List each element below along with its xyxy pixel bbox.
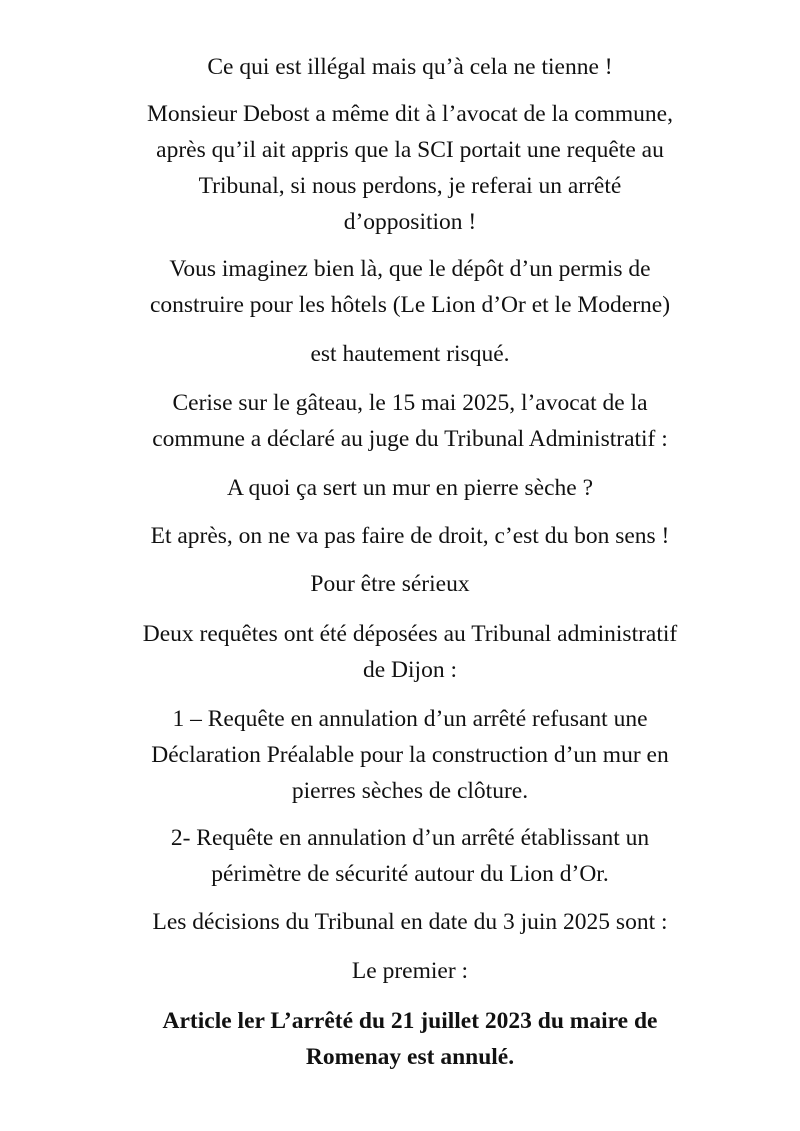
text-line: Ce qui est illégal mais qu’à cela ne tienne ! xyxy=(207,54,613,80)
paragraph-decisions xyxy=(100,904,720,940)
text-line: Cerise sur le gâteau, le 15 mai 2025, l’avocat de la xyxy=(172,390,648,416)
text-line: A quoi ça sert un mur en pierre sèche ? xyxy=(226,475,594,501)
text-line: construire pour les hôtels (Le Lion d’Or et le Moderne) xyxy=(149,292,671,318)
text-line: Le premier : xyxy=(351,958,469,984)
text-line: Article ler L’arrêté du 21 juillet 2023 du maire de xyxy=(162,1008,658,1034)
text-line: 2- Requête en annulation d’un arrêté établissant un xyxy=(170,825,650,851)
text-line: Tribunal, si nous perdons, je referai un arrêté xyxy=(198,173,622,199)
text-line: de Dijon : xyxy=(363,657,457,683)
paragraph-cerise xyxy=(100,385,720,457)
text-line: est hautement risqué. xyxy=(310,341,510,367)
text-line: Monsieur Debost a même dit à l’avocat de la commune, xyxy=(147,101,673,127)
text-line: Romenay est annulé. xyxy=(305,1044,515,1070)
paragraph-bon-sens xyxy=(100,518,720,554)
paragraph-illegal xyxy=(100,49,720,85)
paragraph-article xyxy=(100,1003,720,1075)
paragraph-requete-1 xyxy=(100,701,720,809)
paragraph-mur-question xyxy=(100,470,720,506)
paragraph-requetes xyxy=(100,616,720,688)
text-line: commune a déclaré au juge du Tribunal Administratif : xyxy=(152,426,668,452)
paragraph-risque xyxy=(100,336,720,372)
text-line: d’opposition ! xyxy=(343,209,477,235)
paragraph-permis xyxy=(100,251,720,323)
text-line: pierres sèches de clôture. xyxy=(291,778,529,804)
paragraph-premier xyxy=(100,953,720,989)
paragraph-debost xyxy=(100,96,720,240)
paragraph-requete-2 xyxy=(100,820,720,892)
paragraph-serieux xyxy=(80,566,700,602)
text-line: Deux requêtes ont été déposées au Tribunal administratif xyxy=(142,621,678,647)
text-line: Pour être sérieux xyxy=(310,571,470,597)
text-line: Déclaration Préalable pour la construction d’un mur en xyxy=(151,742,669,768)
text-line: après qu’il ait appris que la SCI portait une requête au xyxy=(156,137,664,163)
text-line: Et après, on ne va pas faire de droit, c’est du bon sens ! xyxy=(150,523,670,549)
text-line: 1 – Requête en annulation d’un arrêté refusant une xyxy=(172,706,648,732)
text-line: périmètre de sécurité autour du Lion d’Or. xyxy=(211,861,609,887)
text-line: Vous imaginez bien là, que le dépôt d’un permis de xyxy=(169,256,651,282)
text-line: Les décisions du Tribunal en date du 3 juin 2025 sont : xyxy=(152,909,668,935)
